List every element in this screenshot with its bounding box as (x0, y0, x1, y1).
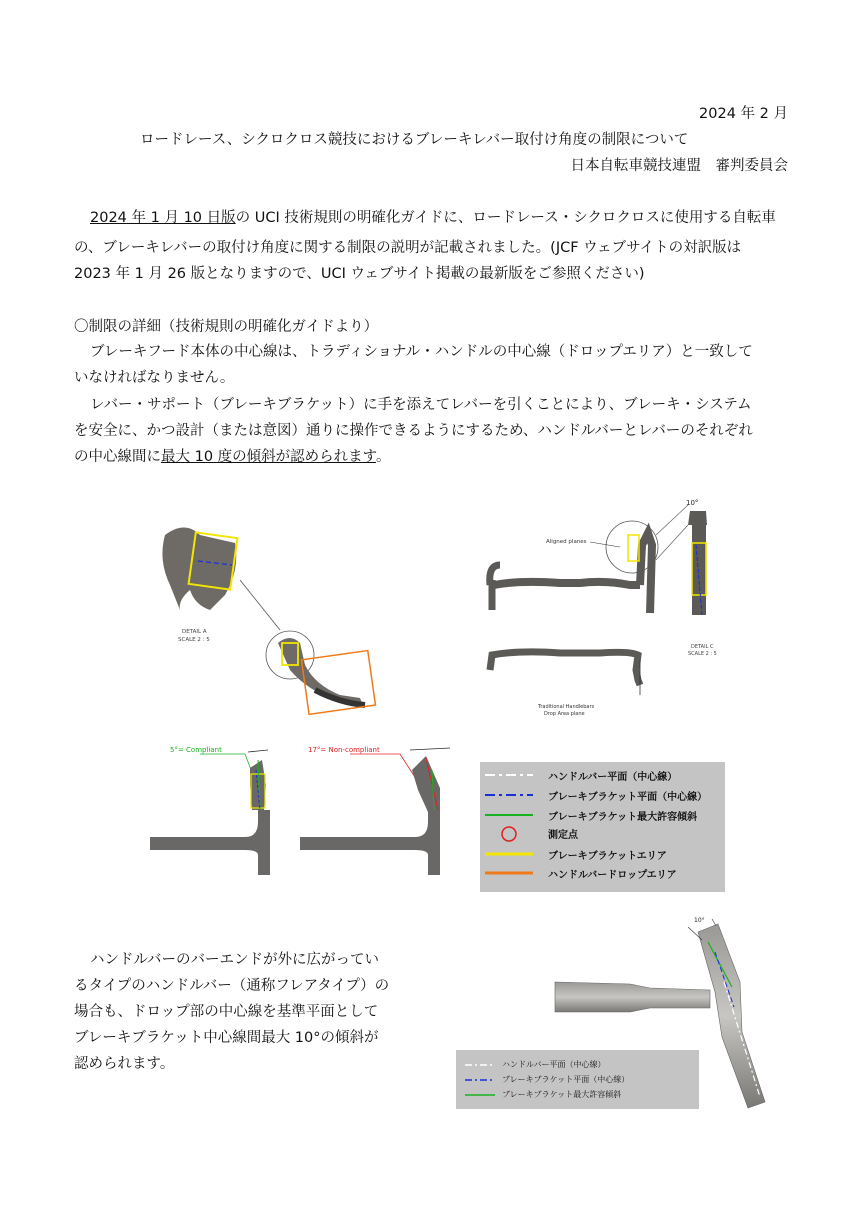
legend-label-max: ブレーキブラケット最大許容傾斜 (548, 812, 698, 823)
details-p1-line-2: いなければなりません。 (74, 370, 235, 386)
handlebar-right-drop (640, 533, 652, 613)
traditional-label-2: Drop Area plane (544, 711, 585, 717)
flare-angle-label: 10° (694, 917, 705, 924)
figure-detail-c (480, 485, 740, 720)
details-p1-line-1: ブレーキフード本体の中心線は、トラディショナル・ハンドルの中心線（ドロップエリア）と一致して (90, 344, 753, 360)
legend-swatch-bracket (485, 791, 533, 799)
flare-top-tube (555, 982, 710, 1012)
detail-c-label: DETAIL C (691, 644, 714, 650)
guide-version-link[interactable]: 2024 年 1 月 10 日版 (90, 210, 236, 226)
details-heading: 〇制限の詳細（技術規則の明確化ガイドより） (74, 319, 379, 335)
legend-swatch-point (500, 825, 518, 843)
detail-c-angle: 10° (686, 499, 699, 507)
compliant-label: 5°= Compliant (170, 746, 222, 754)
brake-hood-shape (162, 528, 236, 611)
traditional-handlebar (490, 652, 640, 685)
legend2-label-handlebar: ハンドルバー平面（中心線） (502, 1060, 606, 1069)
noncompliant-arc (410, 748, 450, 750)
noncompliant-hood (412, 756, 440, 812)
legend2-swatch-max (465, 1091, 495, 1099)
figure-noncompliant (300, 740, 460, 880)
flare-line-3: 場合も、ドロップ部の中心線を基準平面として (74, 1004, 379, 1020)
aligned-planes-leader (590, 542, 620, 547)
details-p2-line-3c: 。 (376, 449, 391, 465)
document-title: ロードレース、シクロクロス競技におけるブレーキレバー取付け角度の制限について (140, 132, 689, 148)
legend-label-bracket: ブレーキブラケット平面（中心線） (548, 792, 708, 803)
legend-swatch-max (485, 811, 533, 819)
detail-a-scale: SCALE 2 : 5 (178, 637, 210, 643)
legend2-swatch-handlebar (465, 1061, 495, 1069)
max-tilt-emphasis: 最大 10 度の傾斜が認められます (161, 449, 377, 465)
handlebar-top-bar (494, 582, 640, 585)
detail-c-scale: SCALE 2 : 5 (688, 651, 717, 657)
issuing-organization: 日本自転車競技連盟 審判委員会 (570, 158, 788, 174)
aligned-planes-label: Aligned planes (546, 539, 587, 545)
detail-c-top (688, 511, 707, 525)
compliant-arc (248, 750, 268, 752)
document-date: 2024 年 2 月 (699, 106, 788, 122)
legend-label-drop-area: ハンドルバードロップエリア (548, 870, 677, 881)
details-p2-line-3 (74, 447, 391, 467)
noncompliant-handlebar (300, 810, 440, 875)
figure-detail-a (140, 515, 380, 715)
legend-swatch-drop-area (485, 869, 533, 877)
intro-line-2: の、ブレーキレバーの取付け角度に関する制限の説明が記載されました。(JCF ウェブサイトの対訳版は (74, 240, 742, 256)
legend2-label-bracket: ブレーキブラケット平面（中心線） (502, 1075, 630, 1084)
legend-label-bracket-area: ブレーキブラケットエリア (548, 851, 667, 862)
detail-leader-line (240, 580, 280, 630)
flare-line-5: 認められます。 (74, 1056, 175, 1072)
details-p2-line-1: レバー・サポート（ブレーキブラケット）に手を添えてレバーを引くことにより、ブレーキ・システム (90, 397, 752, 413)
legend2-swatch-bracket (465, 1076, 495, 1084)
legend2-label-max: ブレーキブラケット最大許容傾斜 (502, 1090, 622, 1099)
figure-compliant (150, 740, 290, 880)
detail-c-body (692, 525, 706, 615)
detail-a-label: DETAIL A (182, 629, 207, 635)
noncompliant-label: 17°= Non-compliant (308, 746, 380, 754)
legend-label-point: 測定点 (548, 830, 578, 841)
traditional-label-1: Traditional Handlebars (538, 704, 595, 710)
flare-angle-leader-2 (712, 919, 716, 926)
legend-swatch-bracket-area (485, 850, 533, 858)
compliant-handlebar (150, 810, 270, 875)
flare-line-2: るタイプのハンドルバー（通称フレアタイプ）の (74, 978, 390, 994)
details-p2-line-2: を安全に、かつ設計（または意図）通りに操作できるようにするため、ハンドルバーとレバーのそれぞれ (74, 423, 753, 439)
intro-line-3: 2023 年 1 月 26 版となりますので、UCI ウェブサイト掲載の最新版をご参照ください) (74, 266, 645, 282)
legend-panel-flare (456, 1050, 699, 1109)
intro-line-1-rest: の UCI 技術規則の明確化ガイドに、ロードレース・シクロクロスに使用する自転車 (235, 210, 776, 226)
intro-line-1 (90, 208, 776, 228)
handlebar-tube (315, 690, 365, 705)
flare-line-1: ハンドルバーのバーエンドが外に広がってい (90, 952, 379, 968)
details-p2-line-3a: の中心線間に (74, 449, 161, 465)
legend-label-handlebar: ハンドルバー平面（中心線） (548, 772, 678, 783)
flare-line-4: ブレーキブラケット中心線間最大 10°の傾斜が (74, 1030, 379, 1046)
bracket-area-box-c (628, 535, 639, 561)
legend-swatch-handlebar (485, 771, 533, 779)
legend-panel (480, 762, 725, 892)
